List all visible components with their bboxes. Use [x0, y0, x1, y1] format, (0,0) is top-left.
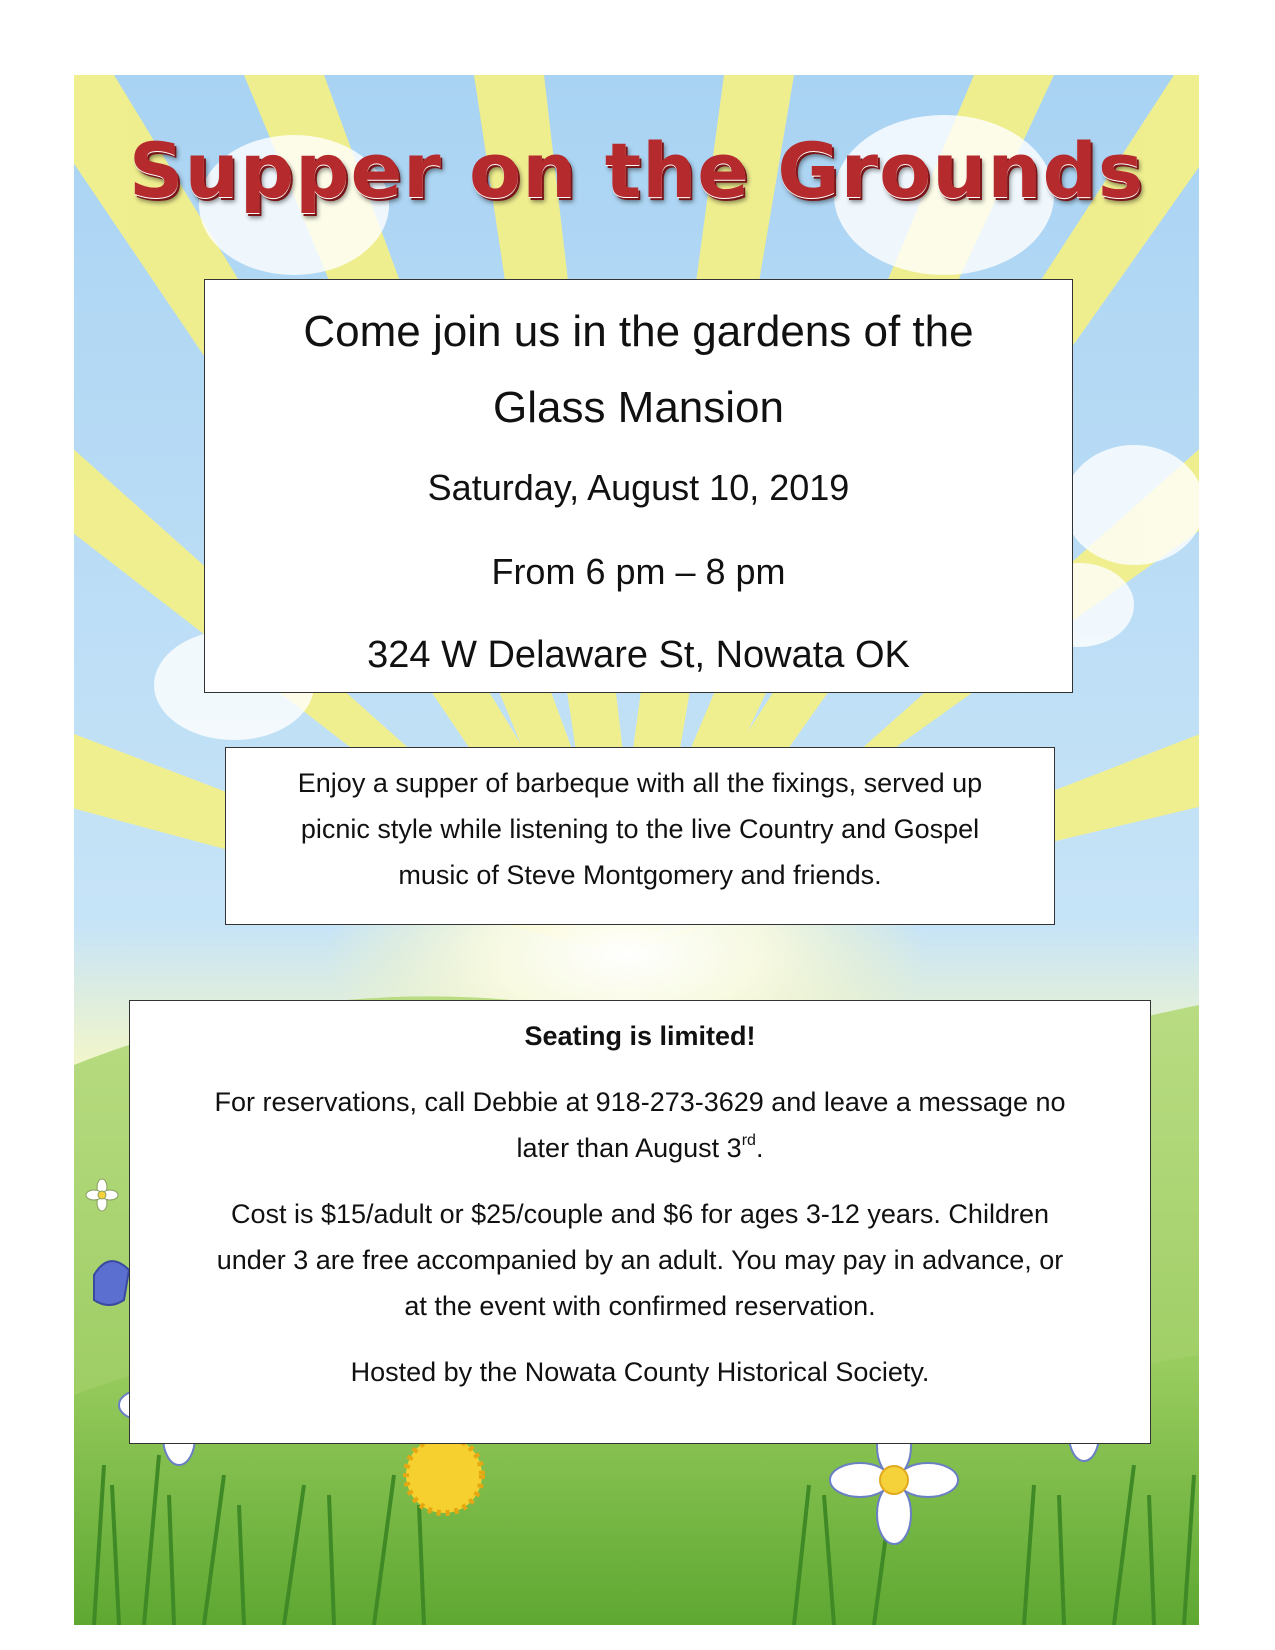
reservations-period: . [755, 1133, 764, 1163]
supper-line-2: picnic style while listening to the live Country and Gospel [300, 814, 980, 844]
cost-line-2: under 3 are free accompanied by an adult. You may pay in advance, or [216, 1245, 1064, 1275]
invitation-panel [204, 279, 1073, 693]
invitation-line-1: Come join us in the gardens of the [303, 307, 974, 356]
reservations-line-1: For reservations, call Debbie at 918-273-3629 and leave a message no [214, 1087, 1066, 1117]
cost-line-3: at the event with confirmed reservation. [404, 1291, 876, 1321]
flyer-title: Supper on the Grounds [128, 126, 1145, 215]
details-panel [129, 1000, 1151, 1444]
ordinal-suffix: rd [741, 1132, 756, 1149]
flyer-background [74, 75, 1199, 1625]
host-credit: Hosted by the Nowata County Historical Society. [350, 1357, 930, 1387]
supper-line-1: Enjoy a supper of barbeque with all the fixings, served up [297, 768, 983, 798]
supper-description-panel [225, 747, 1055, 925]
reservations-line-2 [130, 1125, 1150, 1171]
event-address: 324 W Delaware St, Nowata OK [367, 634, 910, 676]
seating-notice: Seating is limited! [524, 1021, 756, 1051]
event-time: From 6 pm – 8 pm [491, 551, 786, 592]
event-date: Saturday, August 10, 2019 [427, 467, 850, 508]
reservations-deadline: later than August 3 [516, 1133, 742, 1163]
supper-line-3: music of Steve Montgomery and friends. [398, 860, 882, 890]
invitation-line-2: Glass Mansion [492, 383, 784, 432]
cost-line-1: Cost is $15/adult or $25/couple and $6 for ages 3-12 years. Children [230, 1199, 1049, 1229]
